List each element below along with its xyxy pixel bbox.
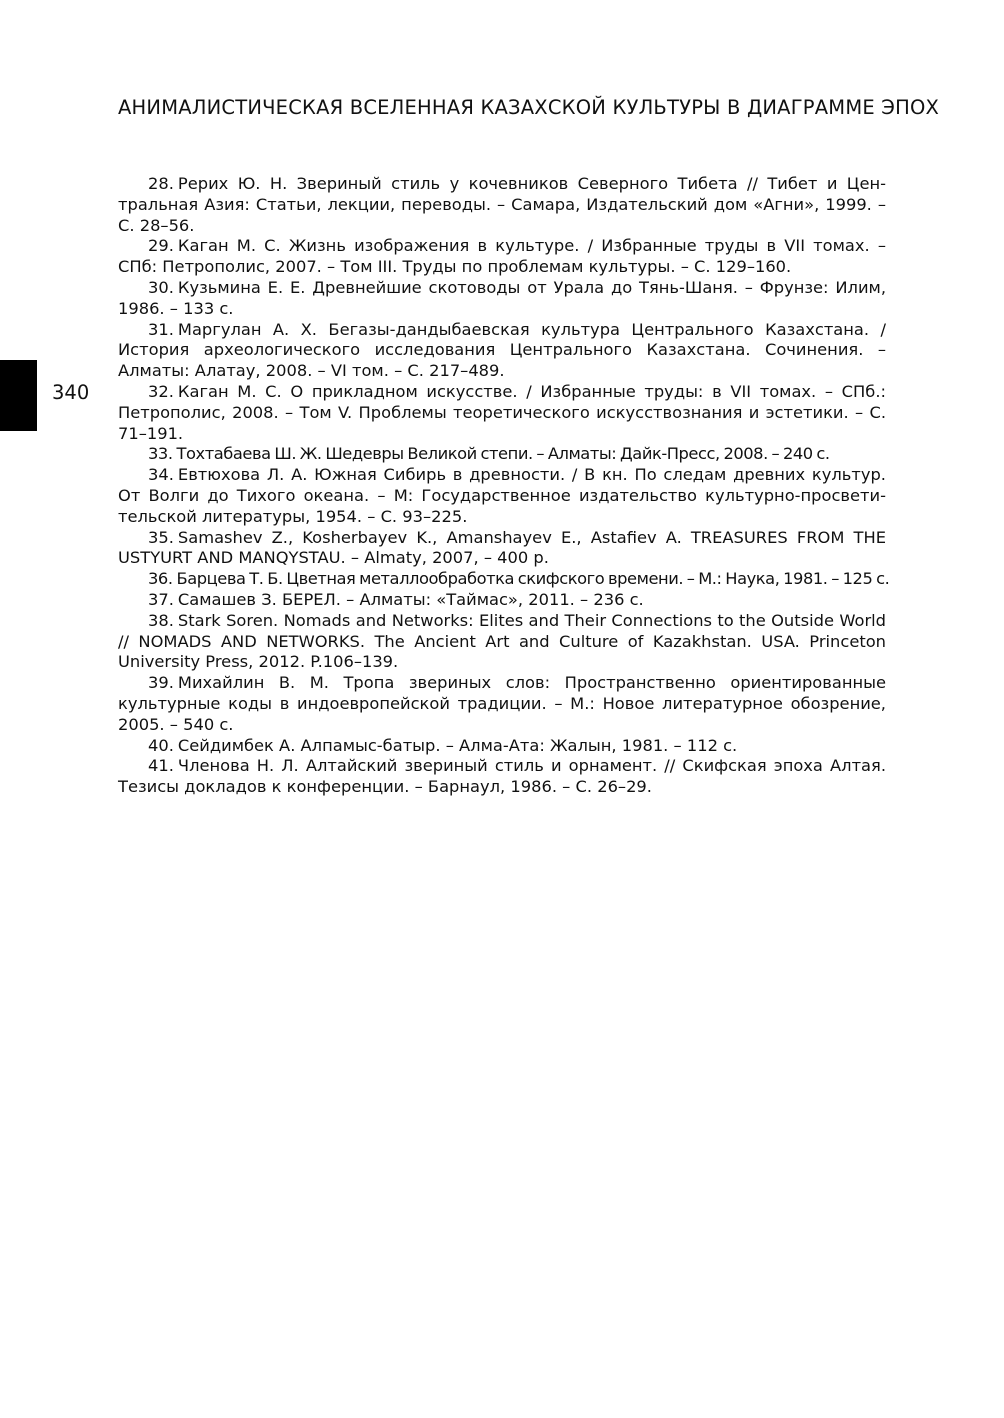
reference-number: 41. [148,756,174,776]
reference-number: 38. [148,610,174,630]
reference-list [118,174,890,798]
reference-number: 40. [148,735,174,755]
running-title: АНИМАЛИСТИЧЕСКАЯ ВСЕЛЕННАЯ КАЗАХСКОЙ КУЛЬТУРЫ В ДИАГРАММЕ ЭПОХ [118,96,940,119]
reference-number: 33. [148,444,173,464]
reference-item [118,278,886,320]
reference-number: 30. [148,277,174,297]
reference-number: 31. [148,319,174,339]
reference-item [118,590,886,611]
reference-text: Евтюхова Л. А. Южная Сибирь в древности. / В кн. По следам древних культур. От Волги до Тихого океана. – М: Государственное издательство культурно-просветительской литературы, 1954. – С. 93–225. [118,465,886,526]
reference-item [118,382,886,444]
reference-number: 36. [148,569,173,589]
reference-text: Барцева Т. Б. Цветная металлообработка скифского времени. – М.: Наука, 1981. – 125 с. [176,569,890,589]
reference-text: Самашев З. БЕРЕЛ. – Алматы: «Таймас», 2011. – 236 с. [177,589,644,609]
reference-text: Сейдимбек А. Алпамыс-батыр. – Алма-Ата: Жалын, 1981. – 112 с. [177,735,738,755]
reference-number: 37. [148,589,174,609]
reference-text: Тохтабаева Ш. Ж. Шедевры Великой степи. – Алматы: Дайк-Пресс, 2008. – 240 с. [176,444,830,464]
reference-text: Кузьмина Е. Е. Древнейшие скотоводы от Урала до Тянь-Шаня. – Фрунзе: Илим, 1986. – 133 с. [118,277,886,318]
reference-number: 32. [148,381,174,401]
reference-number: 39. [148,673,174,693]
reference-number: 34. [148,465,174,485]
reference-number: 29. [148,236,174,256]
reference-number: 28. [148,174,174,193]
reference-item [118,465,886,527]
reference-text: Каган М. С. О прикладном искусстве. / Избранные труды: в VII томах. – СПб.: Петрополис, 2008. – Том V. Проблемы теоретического искусствознания и эстетики. – С. 71–191. [118,381,886,443]
reference-item [118,756,886,798]
reference-text: Stark Soren. Nomads and Networks: Elites and Their Connections to the Outside World // NOMADS AND NETWORKS. The Ancient Art and Culture of Kazakhstan. USA. Princeton University Press, 2012. P.106–139. [118,610,886,672]
reference-number: 35. [148,527,174,547]
page-edge-marker [0,360,37,431]
reference-item [118,736,886,757]
reference-item [118,236,886,278]
reference-item [118,611,886,673]
reference-item [118,320,886,382]
reference-text: Рерих Ю. Н. Звериный стиль у кочевников Северного Тибета // Тибет и Центральная Азия: Статьи, лекции, переводы. – Самара, Издательский дом «Агни», 1999. – С. 28–56. [118,174,886,235]
reference-item [118,673,886,735]
reference-text: Маргулан А. Х. Бегазы-дандыбаевская культура Центрального Казахстана. / История археологического исследования Центрального Казахстана. Сочинения. – Алматы: Алатау, 2008. – VI том. – С. 217–489. [118,319,886,381]
reference-text: Samashev Z., Kosherbayev K., Amanshayev E., Astafiev A. TREASURES FROM THE USTYURT AND MANQYSTAU. – Almaty, 2007, – 400 p. [118,527,886,568]
reference-item [118,569,890,590]
reference-text: Каган М. С. Жизнь изображения в культуре. / Избранные труды в VII томах. – СПб: Петрополис, 2007. – Том III. Труды по проблемам культуры. – С. 129–160. [118,236,886,277]
reference-item [118,528,886,570]
page-number: 340 [52,381,90,404]
reference-item [118,174,886,236]
reference-text: Михайлин В. М. Тропа звериных слов: Пространственно ориентированные культурные коды в индоевропейской традиции. – М.: Новое литературное обозрение, 2005. – 540 с. [118,673,886,734]
reference-text: Членова Н. Л. Алтайский звериный стиль и орнамент. // Скифская эпоха Алтая. Тезисы докладов к конференции. – Барнаул, 1986. – С. 26–29. [118,756,886,797]
reference-item [118,444,886,465]
